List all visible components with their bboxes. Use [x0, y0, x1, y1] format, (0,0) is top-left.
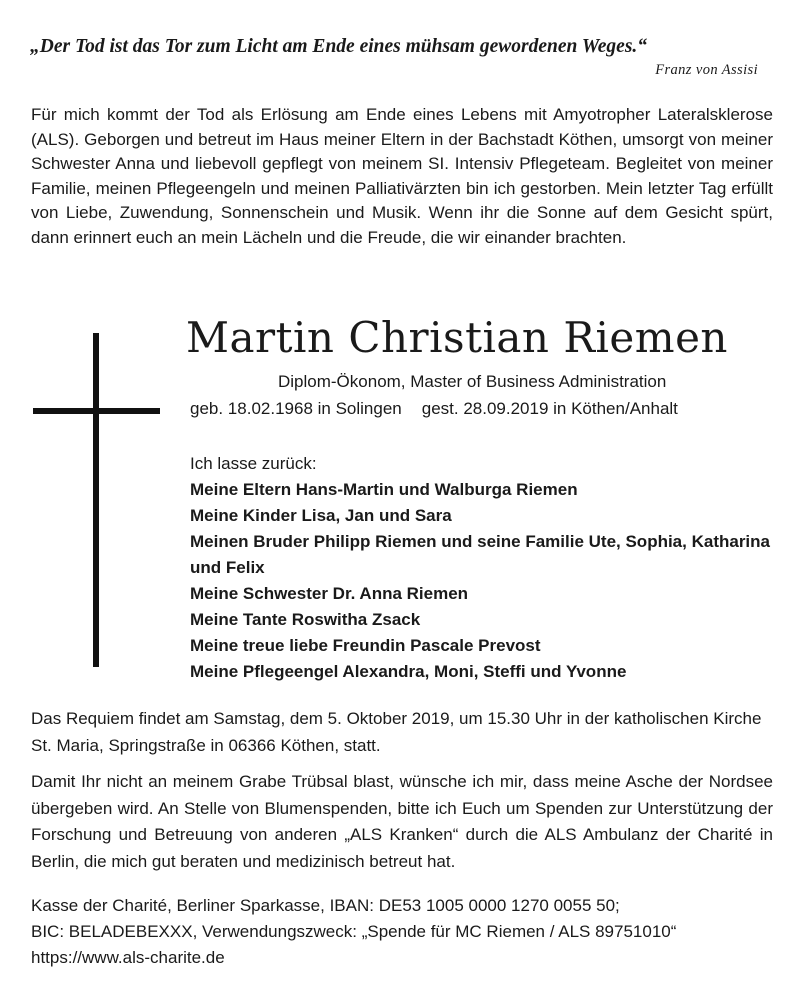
intro-paragraph: Für mich kommt der Tod als Erlösung am Ende eines Lebens mit Amyotropher Lateralsklerose (ALS). Geborgen und betreut im Haus meiner Eltern in der Bachstadt Köthen, umsorgt von meiner Schwester Anna und liebevoll gepflegt von meinem SI. Intensiv Pflegeteam. Begleitet von meiner Familie, meinen Pflegeengeln und meinen Palliativärzten bin ich gestorben. Mein letzter Tag erfüllt von Liebe, Zuwendung, Sonnenschein und Musik. Wenn ihr die Sonne auf dem Gesicht spürt, dann erinnert euch an mein Lächeln und die Freude, die wir einander brachten.	[31, 105, 773, 247]
bank-reference-line: BIC: BELADEBEXXX, Verwendungszweck: „Spende für MC Riemen / ALS 89751010“	[31, 922, 677, 941]
birth-date: geb. 18.02.1968 in Solingen	[190, 399, 402, 418]
quote-author: Franz von Assisi	[655, 62, 758, 78]
deceased-title: Diplom-Ökonom, Master of Business Administration	[278, 372, 667, 391]
list-item: Meine Pflegeengel Alexandra, Moni, Steffi und Yvonne	[190, 662, 627, 681]
deceased-name: Martin Christian Riemen	[186, 313, 728, 362]
quote-text: „Der Tod ist das Tor zum Licht am Ende eines mühsam gewordenen Weges.“	[30, 36, 648, 57]
bank-url: https://www.als-charite.de	[31, 948, 225, 967]
survivors-list	[190, 451, 770, 685]
list-item: Meine Kinder Lisa, Jan und Sara	[190, 506, 452, 525]
list-item: Meinen Bruder Philipp Riemen und seine Familie Ute, Sophia, Katharina und Felix	[190, 532, 770, 577]
bank-details	[31, 893, 773, 971]
bank-account-line: Kasse der Charité, Berliner Sparkasse, IBAN: DE53 1005 0000 1270 0055 50;	[31, 896, 620, 915]
cross-icon	[30, 333, 160, 667]
requiem-paragraph: Das Requiem findet am Samstag, dem 5. Oktober 2019, um 15.30 Uhr in der katholischen Kirche St. Maria, Springstraße in 06366 Köthen, statt.	[31, 709, 762, 755]
life-dates	[190, 399, 678, 419]
wish-paragraph: Damit Ihr nicht an meinem Grabe Trübsal blast, wünsche ich mir, dass meine Asche der Nordsee übergeben wird. An Stelle von Blumenspenden, bitte ich Euch um Spenden zur Unterstützung der Forschung und Betreuung von anderen „ALS Kranken“ durch die ALS Ambulanz der Charité in Berlin, die mich gut beraten und medizinisch betreut hat.	[31, 772, 773, 871]
list-item: Meine Eltern Hans-Martin und Walburga Riemen	[190, 480, 578, 499]
cross-horizontal-bar	[33, 408, 160, 414]
survivors-heading: Ich lasse zurück:	[190, 454, 317, 473]
list-item: Meine Tante Roswitha Zsack	[190, 610, 421, 629]
death-date: gest. 28.09.2019 in Köthen/Anhalt	[421, 399, 678, 418]
list-item: Meine treue liebe Freundin Pascale Prevost	[190, 636, 541, 655]
list-item: Meine Schwester Dr. Anna Riemen	[190, 584, 469, 603]
cross-vertical-bar	[93, 333, 99, 667]
